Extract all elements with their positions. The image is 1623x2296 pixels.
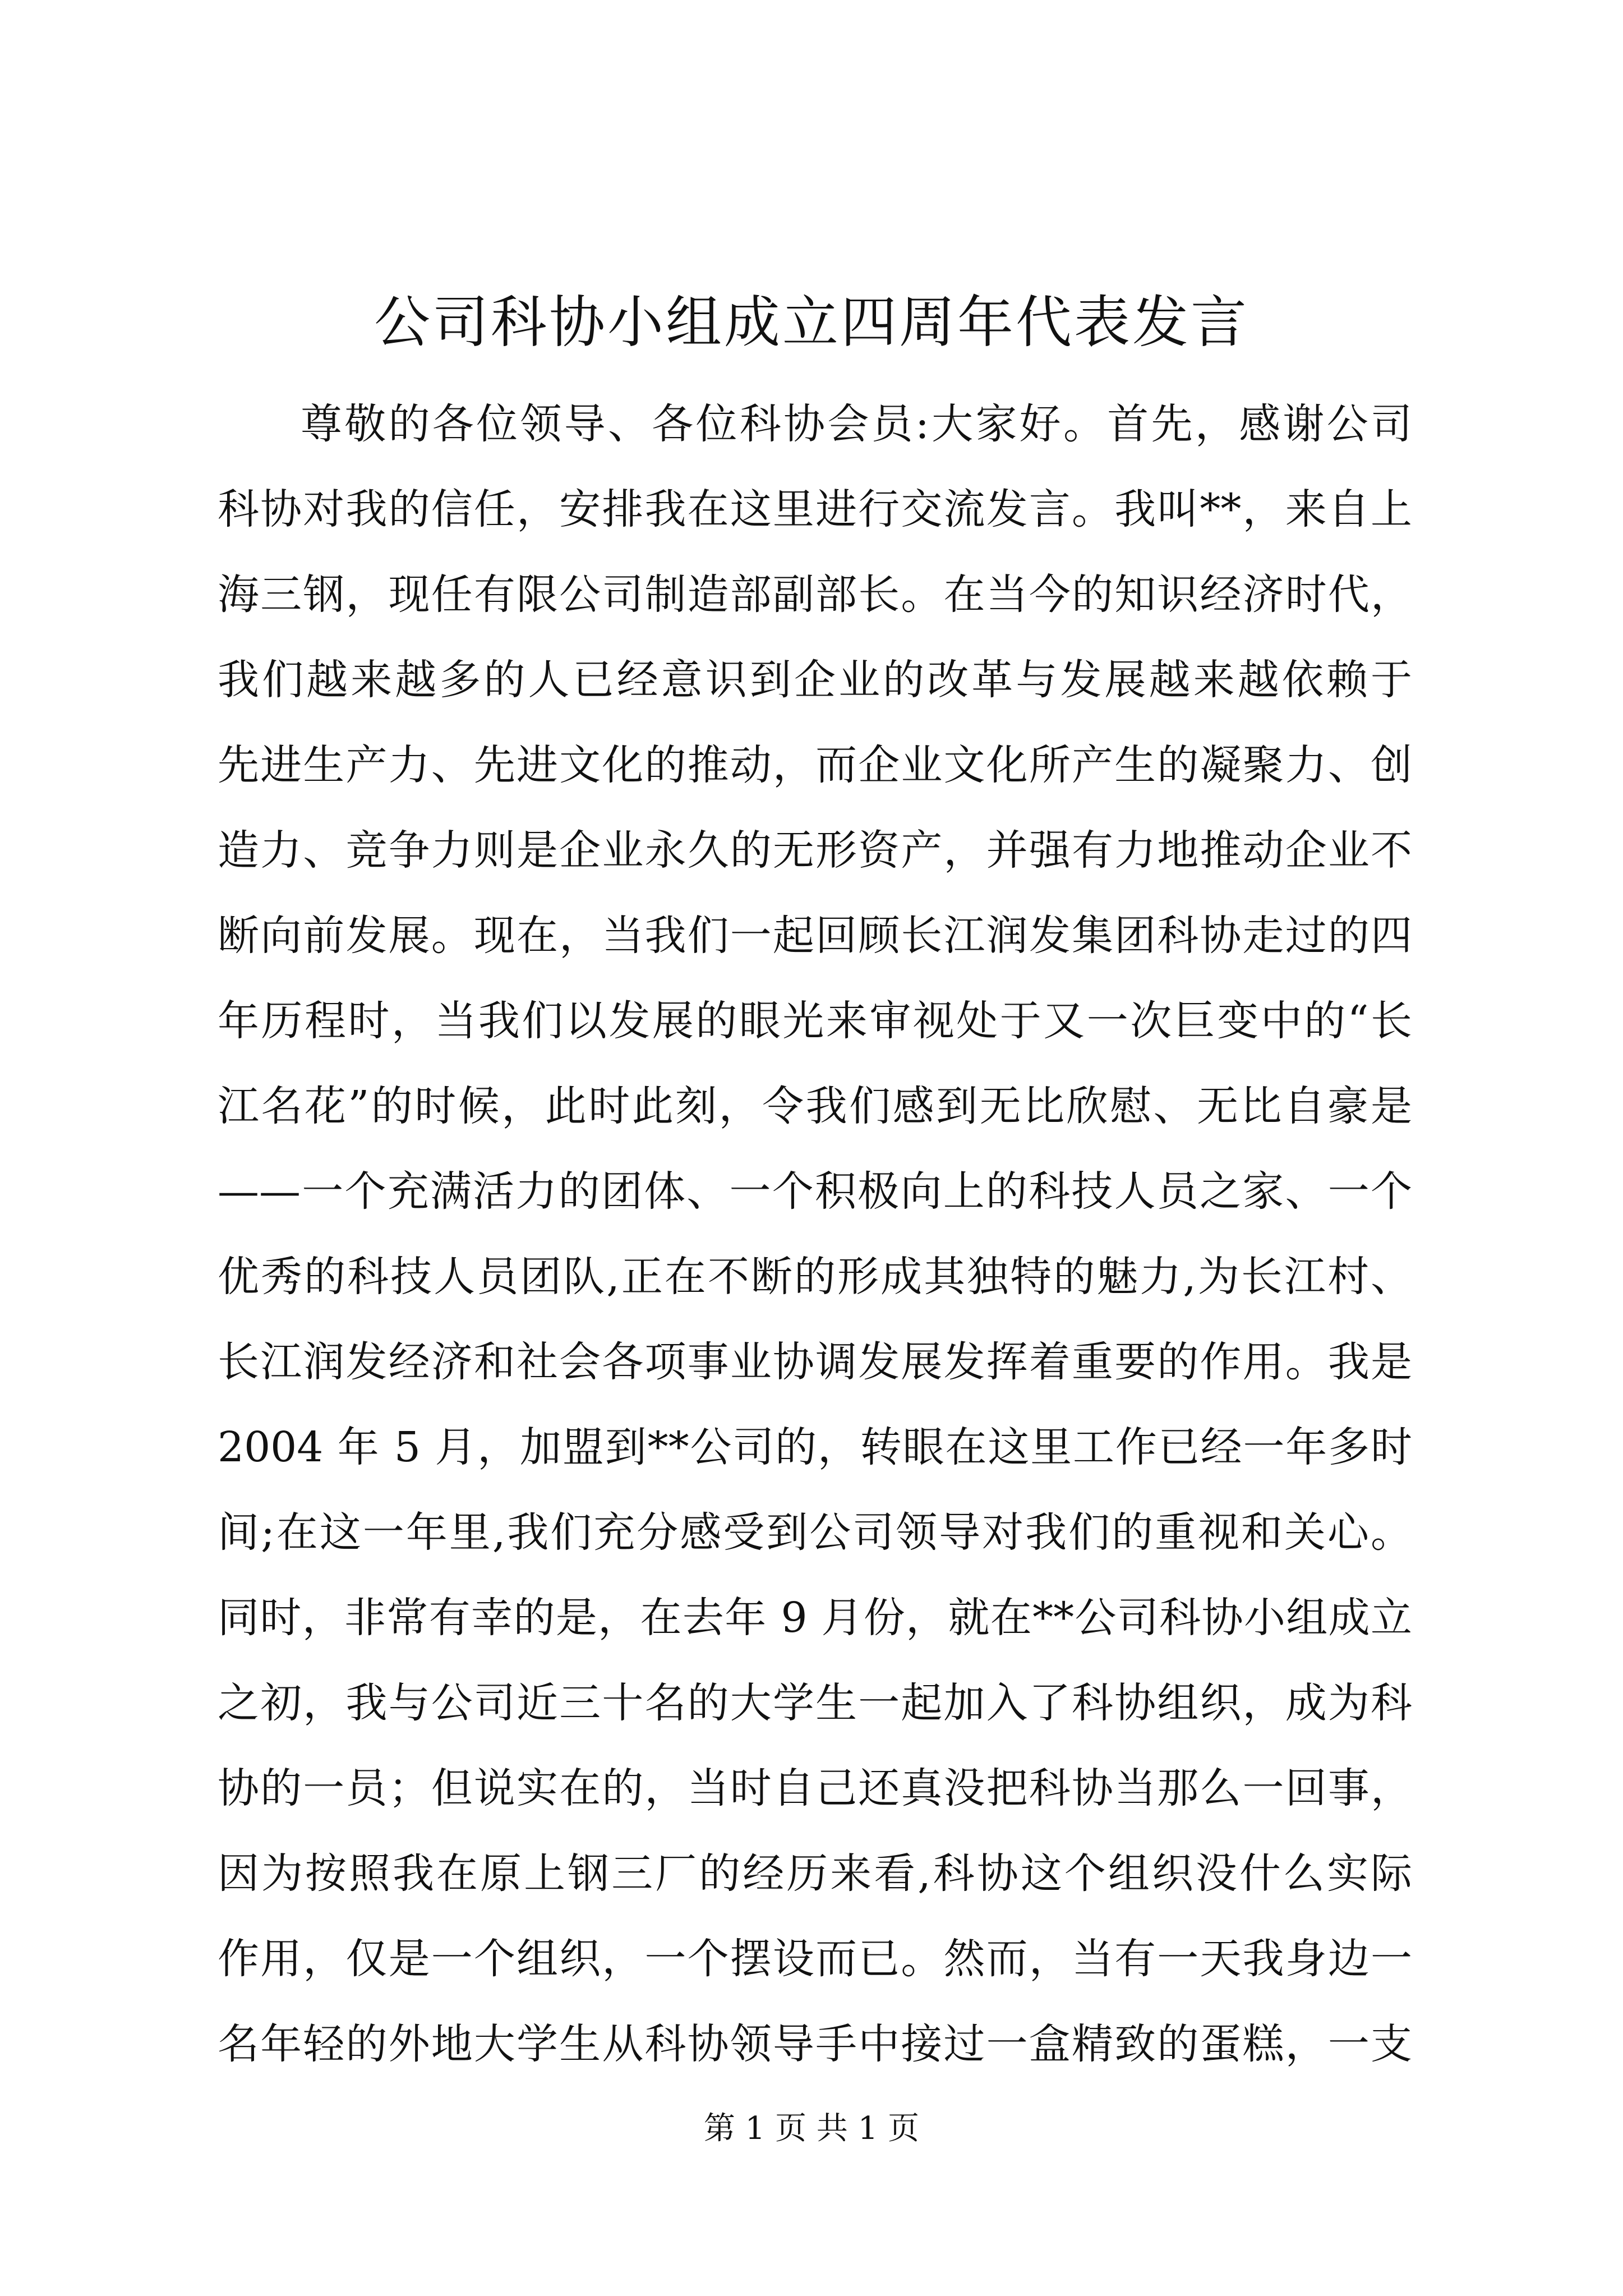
body-line: 我们越来越多的人已经意识到企业的改革与发展越来越依赖于 bbox=[218, 656, 1412, 704]
document-title: 公司科协小组成立四周年代表发言 bbox=[374, 289, 1249, 355]
body-line: 造力、竞争力则是企业永久的无形资产，并强有力地推动企业不 bbox=[218, 826, 1412, 875]
body-line: 之初，我与公司近三十名的大学生一起加入了科协组织，成为科 bbox=[218, 1679, 1412, 1727]
body-line: 2004 年 5 月，加盟到**公司的，转眼在这里工作已经一年多时 bbox=[218, 1423, 1412, 1471]
body-line: 名年轻的外地大学生从科协领导手中接过一盒精致的蛋糕，一支 bbox=[218, 2020, 1412, 2068]
body-line: ——一个充满活力的团体、一个积极向上的科技人员之家、一个 bbox=[218, 1167, 1412, 1216]
body-line: 间;在这一年里,我们充分感受到公司领导对我们的重视和关心。 bbox=[218, 1508, 1412, 1557]
body-line: 优秀的科技人员团队,正在不断的形成其独特的魅力,为长江村、 bbox=[218, 1253, 1412, 1301]
body-line: 海三钢，现任有限公司制造部副部长。在当今的知识经济时代， bbox=[218, 570, 1412, 619]
body-line: 先进生产力、先进文化的推动，而企业文化所产生的凝聚力、创 bbox=[218, 741, 1412, 789]
document-body bbox=[218, 381, 1412, 2087]
page-footer: 第 1 页 共 1 页 bbox=[703, 2110, 920, 2147]
body-line: 协的一员；但说实在的，当时自己还真没把科协当那么一回事， bbox=[218, 1764, 1412, 1812]
body-line: 因为按照我在原上钢三厂的经历来看,科协这个组织没什么实际 bbox=[218, 1849, 1412, 1898]
body-line: 江名花”的时候，此时此刻，令我们感到无比欣慰、无比自豪是 bbox=[218, 1082, 1412, 1130]
body-line: 长江润发经济和社会各项事业协调发展发挥着重要的作用。我是 bbox=[218, 1338, 1412, 1386]
body-line: 科协对我的信任，安排我在这里进行交流发言。我叫**，来自上 bbox=[218, 485, 1412, 533]
body-line: 年历程时，当我们以发展的眼光来审视处于又一次巨变中的“长 bbox=[218, 997, 1412, 1045]
body-line: 同时，非常有幸的是，在去年 9 月份，就在**公司科协小组成立 bbox=[218, 1594, 1412, 1642]
body-line: 作用，仅是一个组织，一个摆设而已。然而，当有一天我身边一 bbox=[218, 1935, 1412, 1983]
body-line: 断向前发展。现在，当我们一起回顾长江润发集团科协走过的四 bbox=[218, 912, 1412, 960]
body-line: 尊敬的各位领导、各位科协会员:大家好。首先，感谢公司 bbox=[301, 400, 1412, 448]
